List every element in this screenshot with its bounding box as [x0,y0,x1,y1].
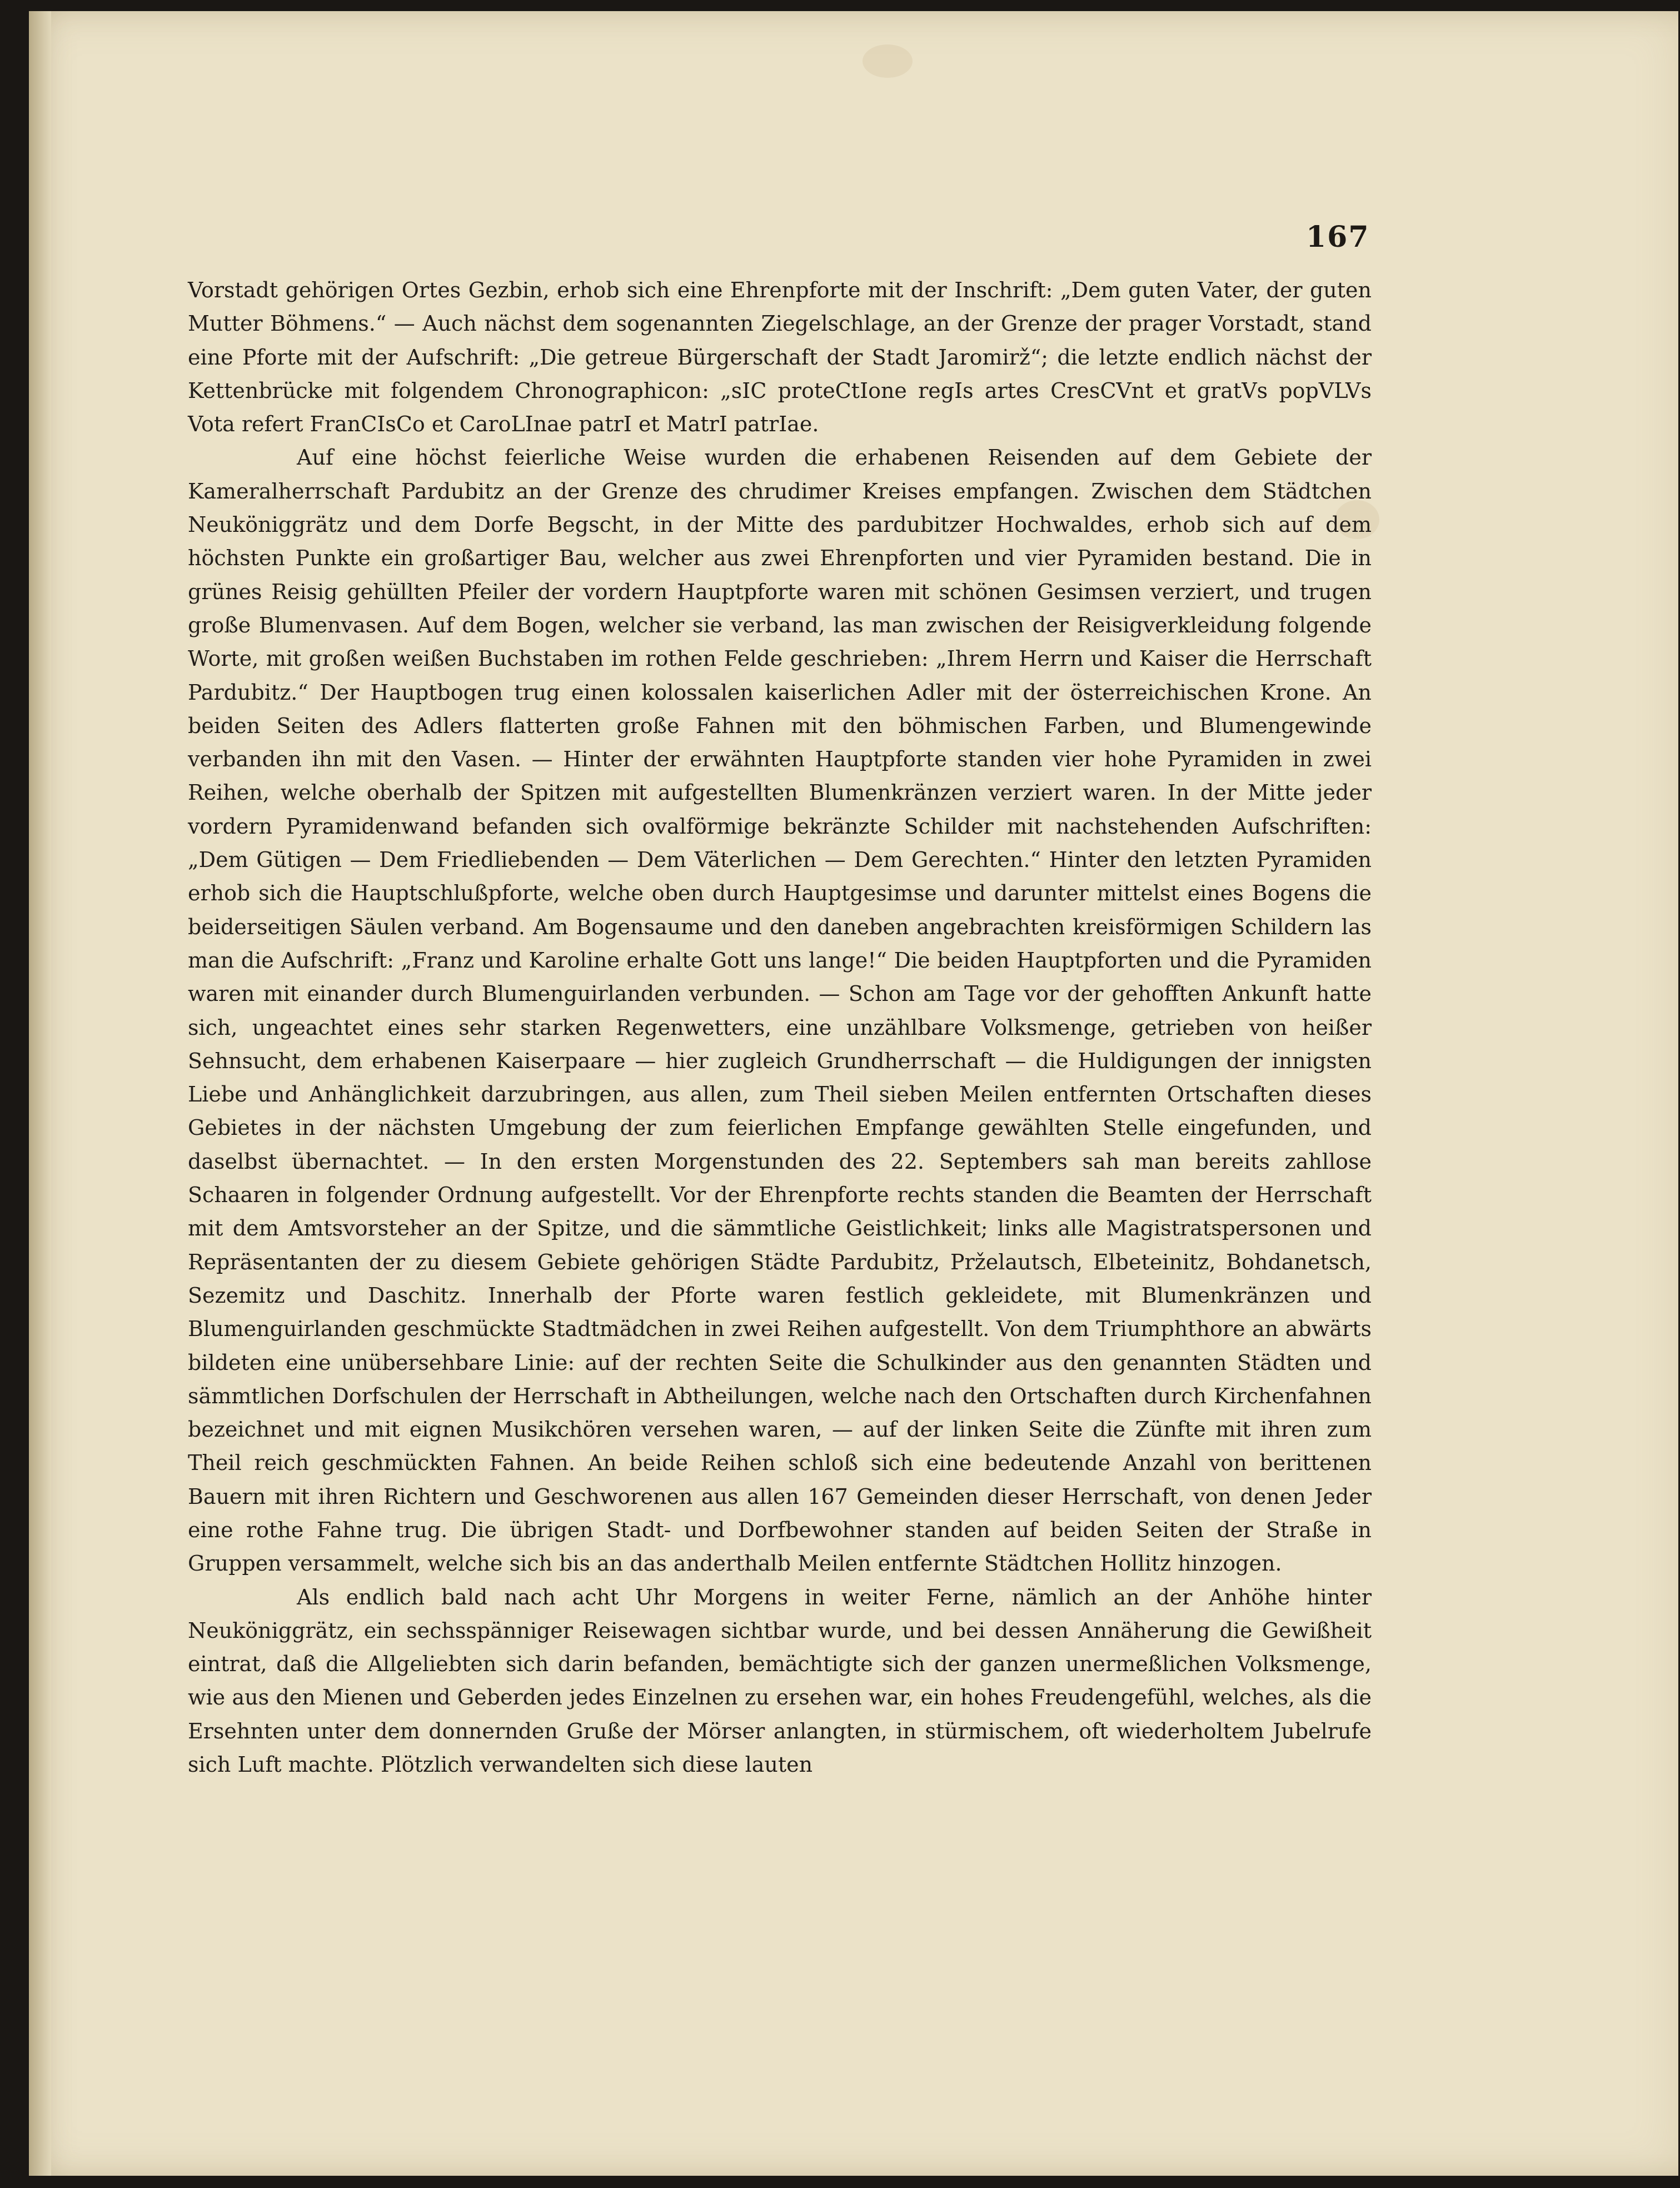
page-number: 167 [1306,220,1370,254]
book-page [29,11,1678,2176]
body-text [188,273,1372,1781]
paper-stain [863,44,913,78]
paragraph-1: Vorstadt gehörigen Ortes Gezbin, erhob sich eine Ehrenpforte mit der Inschrift: „Dem guten Vater, der guten Mutter Böhmens.“ — Auch nächst dem sogenannten Ziegelschlage, an der Grenze der prager Vorstadt, stand eine Pforte mit der Aufschrift: „Die getreue Bürgerschaft der Stadt Jaromirž“; die letzte endlich nächst der Kettenbrücke mit folgendem Chronographicon: „sIC proteCtIone regIs artes CresCVnt et gratVs popVLVs Vota refert FranCIsCo et CaroLInae patrI et MatrI patrIae. [188,278,1372,437]
page-gutter [29,11,51,2176]
paragraph-3: Als endlich bald nach acht Uhr Morgens in weiter Ferne, nämlich an der Anhöhe hinter Neuköniggrätz, ein sechsspänniger Reisewagen sichtbar wurde, und bei dessen Annäherung die Gewißheit eintrat, daß die Allgeliebten sich darin befanden, bemächtigte sich der ganzen unermeßlichen Volksmenge, wie aus den Mienen und Geberden jedes Einzelnen zu ersehen war, ein hohes Freudengefühl, welches, als die Ersehnten unter dem donnernden Gruße der Mörser anlangten, in stürmischem, oft wiederholtem Jubelrufe sich Luft machte. Plötzlich verwandelten sich diese lauten [188,1584,1372,1777]
paragraph-2: Auf eine höchst feierliche Weise wurden die erhabenen Reisenden auf dem Gebiete der Kameralherrschaft Pardubitz an der Grenze des chrudimer Kreises empfangen. Zwischen dem Städtchen Neuköniggrätz und dem Dorfe Begscht, in der Mitte des pardubitzer Hochwaldes, erhob sich auf dem höchsten Punkte ein großartiger Bau, welcher aus zwei Ehrenpforten und vier Pyramiden bestand. Die in grünes Reisig gehüllten Pfeiler der vordern Hauptpforte waren mit schönen Gesimsen verziert, und trugen große Blumenvasen. Auf dem Bogen, welcher sie verband, las man zwischen der Reisigverkleidung folgende Worte, mit großen weißen Buchstaben im rothen Felde geschrieben: „Ihrem Herrn und Kaiser die Herrschaft Pardubitz.“ Der Hauptbogen trug einen kolossalen kaiserlichen Adler mit der österreichischen Krone. An beiden Seiten des Adlers flatterten große Fahnen mit den böhmischen Farben, und Blumengewinde verbanden ihn mit den Vasen. — Hinter der erwähnten Hauptpforte standen vier hohe Pyramiden in zwei Reihen, welche oberhalb der Spitzen mit aufgestellten Blumenkränzen verziert waren. In der Mitte jeder vordern Pyramidenwand befanden sich ovalförmige bekränzte Schilder mit nachstehenden Aufschriften: „Dem Gütigen — Dem Friedliebenden — Dem Väterlichen — Dem Gerechten.“ Hinter den letzten Pyramiden erhob sich die Hauptschlußpforte, welche oben durch Hauptgesimse und darunter mittelst eines Bogens die beiderseitigen Säulen verband. Am Bogensaume und den daneben angebrachten kreisförmigen Schildern las man die Aufschrift: „Franz und Karoline erhalte Gott uns lange!“ Die beiden Hauptpforten und die Pyramiden waren mit einander durch Blumenguirlanden verbunden. — Schon am Tage vor der gehofften Ankunft hatte sich, ungeachtet eines sehr starken Regenwetters, eine unzählbare Volksmenge, getrieben von heißer Sehnsucht, dem erhabenen Kaiserpaare — hier zugleich Grundherrschaft — die Huldigungen der innigsten Liebe und Anhänglichkeit darzubringen, aus allen, zum Theil sieben Meilen entfernten Ortschaften dieses Gebietes in der nächsten Umgebung der zum feierlichen Empfange gewählten Stelle eingefunden, und daselbst übernachtet. — In den ersten Morgenstunden des 22. Septembers sah man bereits zahllose Schaaren in folgender Ordnung aufgestellt. Vor der Ehrenpforte rechts standen die Beamten der Herrschaft mit dem Amtsvorsteher an der Spitze, und die sämmtliche Geistlichkeit; links alle Magistratspersonen und Repräsentanten der zu diesem Gebiete gehörigen Städte Pardubitz, Prželautsch, Elbeteinitz, Bohdanetsch, Sezemitz und Daschitz. Innerhalb der Pforte waren festlich gekleidete, mit Blumenkränzen und Blumenguirlanden geschmückte Stadtmädchen in zwei Reihen aufgestellt. Von dem Triumphthore an abwärts bildeten eine unübersehbare Linie: auf der rechten Seite die Schulkinder aus den genannten Städten und sämmtlichen Dorfschulen der Herrschaft in Abtheilungen, welche nach den Ortschaften durch Kirchenfahnen bezeichnet und mit eignen Musikchören versehen waren, — auf der linken Seite die Zünfte mit ihren zum Theil reich geschmückten Fahnen. An beide Reihen schloß sich eine bedeutende Anzahl von berittenen Bauern mit ihren Richtern und Geschworenen aus allen 167 Gemeinden dieser Herrschaft, von denen Jeder eine rothe Fahne trug. Die übrigen Stadt- und Dorfbewohner standen auf beiden Seiten der Straße in Gruppen versammelt, welche sich bis an das anderthalb Meilen entfernte Städtchen Hollitz hinzogen. [188,445,1372,1576]
